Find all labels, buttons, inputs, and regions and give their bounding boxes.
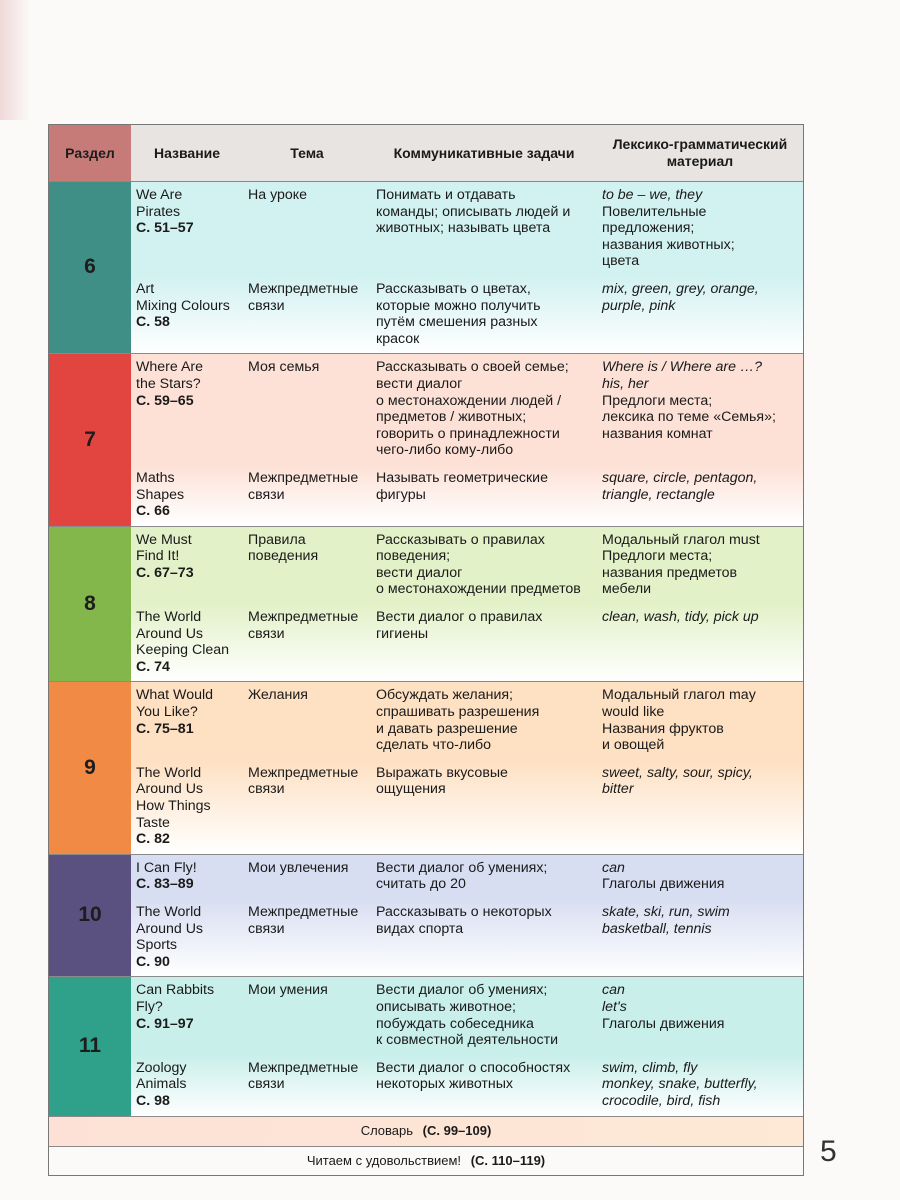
lesson-lexical	[597, 276, 803, 354]
reading-label: Читаем с удовольствием!	[306, 1152, 462, 1168]
lesson-name: Maths Shapes	[136, 469, 185, 503]
section-number: 6	[49, 182, 131, 354]
lesson-pages: С. 75–81	[136, 720, 194, 737]
lesson-topic	[243, 899, 371, 977]
table-row	[49, 682, 803, 760]
reading-row	[49, 1146, 803, 1175]
lesson-communicative-text: Рассказывать о некоторых видах спорта	[376, 903, 552, 937]
lesson-pages: С. 66	[136, 503, 170, 520]
lesson-name-cell	[131, 354, 243, 465]
lesson-name: The World Around Us Keeping Clean	[136, 609, 230, 659]
lesson-lexical-italic: to be – we, they	[602, 187, 703, 203]
lesson-name: What Would You Like?	[136, 687, 214, 721]
lesson-pages: С. 91–97	[136, 1015, 194, 1032]
lesson-name-cell	[131, 182, 243, 276]
header-section: Раздел	[49, 125, 131, 182]
lesson-communicative	[371, 182, 597, 276]
lesson-lexical-text: Глаголы движения	[602, 876, 725, 893]
dictionary-pages: (С. 99–109)	[422, 1123, 492, 1139]
lesson-communicative-text: Вести диалог о правилах гигиены	[376, 609, 543, 642]
lesson-lexical-text: Модальный глагол may would like Названия фруктов и овощей	[602, 687, 756, 754]
section-number: 8	[49, 526, 131, 682]
section-number: 11	[49, 977, 131, 1117]
lesson-pages: С. 67–73	[136, 564, 194, 581]
lesson-pages: С. 90	[136, 953, 170, 970]
lesson-lexical-italic: mix, green, grey, orange, purple, pink	[602, 280, 759, 314]
lesson-communicative-text: Вести диалог об умениях; считать до 20	[376, 859, 548, 893]
section-number: 9	[49, 682, 131, 854]
lesson-pages: С. 51–57	[136, 220, 194, 237]
lesson-name-cell	[131, 977, 243, 1055]
table-row	[49, 276, 803, 354]
lesson-name: Where Are the Stars?	[136, 359, 204, 392]
header-lexical: Лексико-грамматический материал	[597, 125, 803, 182]
lesson-topic	[243, 854, 371, 899]
lesson-name-cell	[131, 899, 243, 977]
lesson-topic	[243, 977, 371, 1055]
table-row	[49, 604, 803, 682]
lesson-lexical	[597, 977, 803, 1055]
lesson-communicative	[371, 682, 597, 760]
table-header-row	[49, 125, 803, 182]
table-row	[49, 526, 803, 604]
lesson-pages: С. 58	[136, 314, 170, 331]
lesson-lexical	[597, 354, 803, 465]
lesson-topic	[243, 760, 371, 854]
lesson-name-cell	[131, 1055, 243, 1117]
lesson-pages: С. 98	[136, 1092, 170, 1109]
lesson-topic-text: Межпредметные связи	[248, 469, 359, 503]
lesson-communicative	[371, 899, 597, 977]
lesson-communicative	[371, 465, 597, 526]
lesson-topic	[243, 465, 371, 526]
lesson-lexical	[597, 526, 803, 604]
lesson-communicative	[371, 526, 597, 604]
lesson-topic	[243, 1055, 371, 1117]
lesson-lexical	[597, 604, 803, 682]
lesson-topic-text: Межпредметные связи	[248, 1059, 359, 1093]
lesson-communicative-text: Называть геометрические фигуры	[376, 469, 548, 503]
lesson-pages: С. 59–65	[136, 392, 194, 409]
dictionary-cell	[49, 1117, 803, 1147]
lesson-lexical-text: Глаголы движения	[602, 1015, 725, 1032]
lesson-topic-text: Моя семья	[248, 359, 320, 376]
table-row	[49, 182, 803, 276]
lesson-communicative-text: Рассказывать о правилах поведения; вести диалог о местонахождении предметов	[376, 531, 581, 598]
reading-pages: (С. 110–119)	[470, 1152, 546, 1168]
lesson-communicative	[371, 354, 597, 465]
table-row	[49, 465, 803, 526]
lesson-topic-text: Межпредметные связи	[248, 903, 359, 937]
lesson-communicative-text: Понимать и отдавать команды; описывать людей и животных; называть цвета	[376, 187, 571, 237]
lesson-lexical-italic: Where is / Where are …? his, her	[602, 359, 763, 392]
lesson-topic-text: Правила поведения	[248, 531, 319, 565]
table-row	[49, 854, 803, 899]
lesson-lexical-italic: sweet, salty, sour, spicy, bitter	[602, 764, 753, 798]
lesson-lexical-italic: can	[602, 859, 625, 876]
lesson-lexical-text: Предлоги места; лексика по теме «Семья»; названия комнат	[602, 392, 776, 442]
lesson-topic	[243, 682, 371, 760]
lesson-name: We Must Find It!	[136, 531, 192, 565]
table-row	[49, 1055, 803, 1117]
header-communicative: Коммуникативные задачи	[371, 125, 597, 182]
lesson-topic-text: Межпредметные связи	[248, 764, 359, 798]
lesson-communicative-text: Обсуждать желания; спрашивать разрешения и давать разрешение сделать что-либо	[376, 687, 540, 754]
table-row	[49, 354, 803, 465]
lesson-lexical-italic: clean, wash, tidy, pick up	[602, 609, 759, 626]
lesson-pages: С. 74	[136, 658, 170, 675]
lesson-name-cell	[131, 604, 243, 682]
lesson-name: Art Mixing Colours	[136, 280, 230, 314]
lesson-communicative	[371, 760, 597, 854]
lesson-communicative-text: Вести диалог о способностях некоторых животных	[376, 1059, 571, 1093]
lesson-lexical	[597, 854, 803, 899]
lesson-communicative	[371, 1055, 597, 1117]
lesson-communicative-text: Выражать вкусовые ощущения	[376, 764, 508, 798]
lesson-lexical-italic: swim, climb, fly monkey, snake, butterfly, crocodile, bird, fish	[602, 1059, 758, 1109]
contents-table	[49, 125, 803, 1175]
lesson-name: I Can Fly!	[136, 859, 197, 876]
table-body	[49, 182, 803, 1117]
page-number: 5	[820, 1135, 837, 1168]
lesson-topic	[243, 526, 371, 604]
lesson-topic-text: Межпредметные связи	[248, 280, 359, 314]
lesson-lexical	[597, 1055, 803, 1117]
lesson-name-cell	[131, 854, 243, 899]
lesson-lexical-italic: can let's	[602, 982, 627, 1015]
lesson-name: We Are Pirates	[136, 187, 183, 220]
lesson-lexical	[597, 465, 803, 526]
table-row	[49, 977, 803, 1055]
lesson-topic	[243, 182, 371, 276]
lesson-lexical-text: Модальный глагол must Предлоги места; названия предметов мебели	[602, 531, 760, 598]
lesson-topic-text: Мои увлечения	[248, 859, 349, 876]
lesson-name-cell	[131, 526, 243, 604]
table-row	[49, 760, 803, 854]
lesson-communicative	[371, 854, 597, 899]
dictionary-row	[49, 1117, 803, 1147]
header-topic: Тема	[243, 125, 371, 182]
section-number: 7	[49, 354, 131, 526]
lesson-lexical	[597, 760, 803, 854]
lesson-topic	[243, 276, 371, 354]
dictionary-label: Словарь	[360, 1123, 414, 1139]
lesson-topic-text: Желания	[248, 687, 308, 704]
lesson-communicative-text: Рассказывать о цветах, которые можно получить путём смешения разных красок	[376, 280, 541, 347]
lesson-name: Can Rabbits Fly?	[136, 982, 215, 1015]
lesson-name: The World Around Us How Things Taste	[136, 764, 211, 831]
lesson-topic-text: Межпредметные связи	[248, 609, 359, 642]
lesson-name-cell	[131, 465, 243, 526]
lesson-lexical	[597, 682, 803, 760]
lesson-pages: С. 83–89	[136, 876, 194, 893]
page-edge-shade	[0, 0, 30, 120]
lesson-topic	[243, 604, 371, 682]
lesson-pages: С. 82	[136, 831, 170, 848]
lesson-name-cell	[131, 276, 243, 354]
lesson-lexical	[597, 182, 803, 276]
lesson-communicative	[371, 977, 597, 1055]
lesson-topic-text: На уроке	[248, 187, 308, 203]
lesson-name-cell	[131, 682, 243, 760]
lesson-name: The World Around Us Sports	[136, 903, 204, 954]
header-name: Название	[131, 125, 243, 182]
lesson-communicative	[371, 604, 597, 682]
contents-table-frame	[48, 124, 804, 1176]
lesson-lexical-text: Повелительные предложения; названия животных; цвета	[602, 203, 735, 270]
lesson-name-cell	[131, 760, 243, 854]
lesson-topic-text: Мои умения	[248, 982, 328, 999]
lesson-lexical	[597, 899, 803, 977]
lesson-lexical-italic: square, circle, pentagon, triangle, rectangle	[602, 469, 758, 503]
lesson-topic	[243, 354, 371, 465]
reading-cell	[49, 1146, 803, 1175]
lesson-communicative	[371, 276, 597, 354]
lesson-communicative-text: Вести диалог об умениях; описывать животное; побуждать собеседника к совместной деятельности	[376, 982, 559, 1049]
lesson-name: Zoology Animals	[136, 1059, 187, 1093]
section-number: 10	[49, 854, 131, 977]
lesson-communicative-text: Рассказывать о своей семье; вести диалог о местонахождении людей / предметов / животных; говорить о принадлежности чего-либо кому-либо	[376, 359, 569, 459]
table-row	[49, 899, 803, 977]
lesson-lexical-italic: skate, ski, run, swim basketball, tennis	[602, 903, 730, 937]
